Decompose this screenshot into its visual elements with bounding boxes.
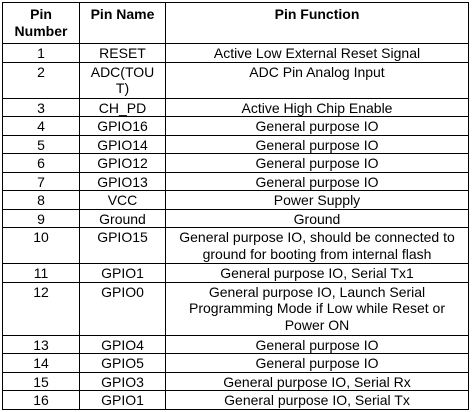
pin-number-cell: 15 — [3, 372, 80, 391]
pin-name-cell: GPIO13 — [80, 172, 166, 191]
pin-name-cell: GPIO1 — [80, 264, 166, 283]
pin-name-cell: GPIO4 — [80, 335, 166, 354]
pin-function-cell: General purpose IO — [166, 354, 469, 373]
pin-number-cell: 1 — [3, 44, 80, 63]
header-pin-number-line1: Pin — [30, 6, 52, 22]
pin-table-container — [2, 2, 469, 410]
pin-number-cell: 16 — [3, 391, 80, 410]
pin-name-cell: GPIO16 — [80, 117, 166, 136]
pin-function-cell: General purpose IO — [166, 135, 469, 154]
table-row — [3, 154, 469, 173]
pin-name-cell: GPIO1 — [80, 391, 166, 410]
pin-name-cell: GPIO0 — [80, 282, 166, 335]
pin-function-cell: General purpose IO — [166, 335, 469, 354]
table-row — [3, 335, 469, 354]
pin-table-body — [3, 44, 469, 410]
pin-function-cell: General purpose IO — [166, 172, 469, 191]
pin-name-cell: RESET — [80, 44, 166, 63]
header-pin-number-line2: Number — [14, 22, 68, 39]
table-row — [3, 172, 469, 191]
table-row — [3, 44, 469, 63]
table-row — [3, 117, 469, 136]
table-row — [3, 135, 469, 154]
table-row — [3, 228, 469, 264]
pin-name-cell: GPIO14 — [80, 135, 166, 154]
pin-number-cell: 9 — [3, 209, 80, 228]
table-row — [3, 191, 469, 210]
table-row — [3, 264, 469, 283]
table-row — [3, 391, 469, 410]
pin-number-cell: 4 — [3, 117, 80, 136]
header-pin-name: Pin Name — [80, 3, 166, 44]
pin-function-cell: General purpose IO, Launch Serial Programming Mode if Low while Reset or Power ON — [166, 282, 469, 335]
pin-function-cell: Power Supply — [166, 191, 469, 210]
table-row — [3, 354, 469, 373]
header-pin-function: Pin Function — [166, 3, 469, 44]
table-row — [3, 372, 469, 391]
header-pin-number — [3, 3, 80, 44]
pin-name-cell: CH_PD — [80, 98, 166, 117]
table-row — [3, 98, 469, 117]
pin-function-cell: General purpose IO — [166, 117, 469, 136]
pin-number-cell: 7 — [3, 172, 80, 191]
header-row — [3, 3, 469, 44]
pin-number-cell: 6 — [3, 154, 80, 173]
table-row — [3, 282, 469, 335]
pin-number-cell: 3 — [3, 98, 80, 117]
pin-function-cell: General purpose IO — [166, 154, 469, 173]
pin-number-cell: 11 — [3, 264, 80, 283]
pin-number-cell: 12 — [3, 282, 80, 335]
table-row — [3, 62, 469, 98]
pin-function-cell: General purpose IO, should be connected to ground for booting from internal flash — [166, 228, 469, 264]
pin-name-cell: GPIO5 — [80, 354, 166, 373]
pin-function-cell: General purpose IO, Serial Tx — [166, 391, 469, 410]
pin-name-cell: Ground — [80, 209, 166, 228]
pin-function-cell: General purpose IO, Serial Tx1 — [166, 264, 469, 283]
pin-number-cell: 14 — [3, 354, 80, 373]
pin-number-cell: 5 — [3, 135, 80, 154]
pin-name-cell: ADC(TOUT) — [80, 62, 166, 98]
pin-number-cell: 8 — [3, 191, 80, 210]
pin-function-cell: Ground — [166, 209, 469, 228]
pin-function-cell: Active High Chip Enable — [166, 98, 469, 117]
pin-name-cell: GPIO3 — [80, 372, 166, 391]
pin-function-cell: Active Low External Reset Signal — [166, 44, 469, 63]
pin-name-cell: GPIO12 — [80, 154, 166, 173]
pin-table — [2, 2, 469, 410]
pin-number-cell: 13 — [3, 335, 80, 354]
table-row — [3, 209, 469, 228]
pin-function-cell: ADC Pin Analog Input — [166, 62, 469, 98]
pin-name-cell: VCC — [80, 191, 166, 210]
pin-number-cell: 10 — [3, 228, 80, 264]
pin-name-cell: GPIO15 — [80, 228, 166, 264]
pin-number-cell: 2 — [3, 62, 80, 98]
pin-function-cell: General purpose IO, Serial Rx — [166, 372, 469, 391]
